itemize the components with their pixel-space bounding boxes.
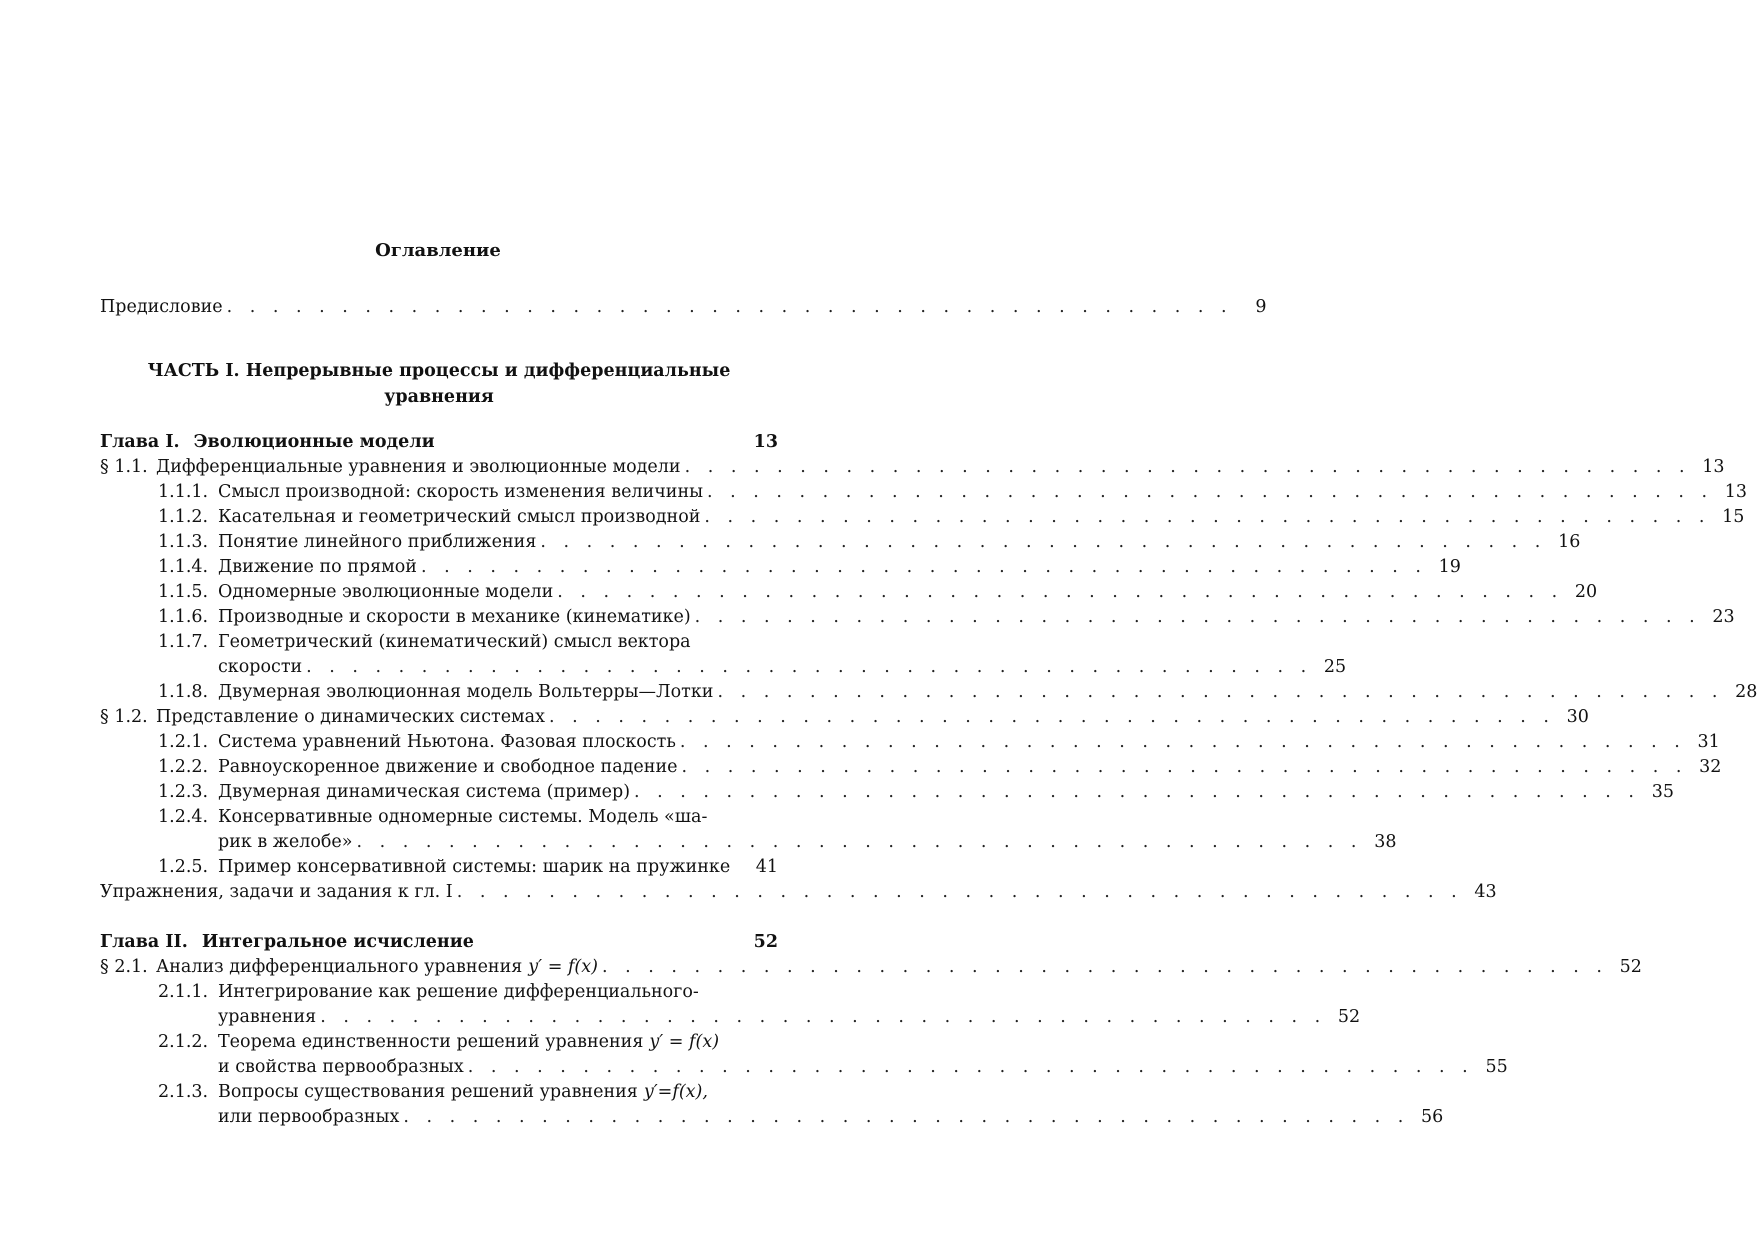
toc-section[interactable] (100, 705, 1589, 730)
part-heading (100, 358, 778, 410)
dot-leader: . . . . . . . . . . . . . . . . . . . . . . . . . . . . . . . . . . . . . . . . . . . . (707, 482, 1714, 502)
dot-leader: . . . . . . . . . . . . . . . . . . . . . . . . . . . . . . . . . . . . . . . . . . . . (681, 757, 1688, 777)
formula: y′ = f(x) (528, 957, 598, 977)
entry-title: Представление о динамических системах (156, 707, 545, 727)
entry-title: Упражнения, задачи и задания к гл. I (100, 882, 453, 902)
dot-leader: . . . . . . . . . . . . . . . . . . . . . . . . . . . . . . . . . . . . . . . . . . . . (684, 457, 1691, 477)
entry-title-continued: рик в желобе» (218, 832, 353, 852)
chapter-title: Интегральное исчисление (201, 932, 474, 952)
entry-title-continued: и свойства первообразных (218, 1057, 464, 1077)
toc-subsection[interactable] (100, 1030, 778, 1055)
subsection-number: 1.1.6. (158, 607, 209, 627)
toc-subsection[interactable] (100, 980, 778, 1005)
entry-title: Смысл производной: скорость изменения величины (218, 482, 704, 502)
subsection-number: 1.1.2. (158, 507, 209, 527)
section-number: § 1.2. (100, 707, 148, 727)
entry-title: Двумерная эволюционная модель Вольтерры—Лотки (218, 682, 714, 702)
toc-subsection[interactable] (100, 805, 778, 830)
page-number: 20 (1574, 582, 1598, 602)
toc-subsection[interactable] (100, 680, 1757, 705)
page-number: 13 (1702, 457, 1725, 477)
part-heading-line1: ЧАСТЬ I. Непрерывные процессы и дифференциальные (147, 361, 731, 381)
toc-subsection[interactable] (100, 780, 1674, 805)
dot-leader: . . . . . . . . . . . . . . . . . . . . . . . . . . . . . . . . . . . . . . . . . . . . (717, 682, 1724, 702)
toc-subsection[interactable] (100, 505, 1745, 530)
toc-chapter-1 (100, 430, 1757, 905)
page-number: 15 (1722, 507, 1745, 527)
entry-title: Консервативные одномерные системы. Модель «ша- (218, 807, 708, 827)
page-number: 32 (1699, 757, 1722, 777)
chapter-label: Глава I. (100, 432, 180, 452)
toc-section[interactable] (100, 955, 1642, 980)
toc-subsection[interactable] (100, 630, 778, 655)
subsection-number: 1.2.5. (158, 857, 209, 877)
entry-title: Система уравнений Ньютона. Фазовая плоскость (218, 732, 676, 752)
page-number: 52 (753, 932, 778, 952)
dot-leader: . . . . . . . . . . . . . . . . . . . . . . . . . . . . . . . . . . . . . . . . . . . . (226, 297, 1233, 317)
entry-title: Двумерная динамическая система (пример) (218, 782, 631, 802)
entry-title: Пример консервативной системы: шарик на пружинке (218, 857, 731, 877)
entry-title: Теорема единственности решений уравнения (218, 1032, 644, 1052)
entry-title: Производные и скорости в механике (кинематике) (218, 607, 691, 627)
toc-preface (100, 295, 1267, 320)
page-number: 25 (1323, 657, 1347, 677)
page-number: 43 (1474, 882, 1497, 902)
page-number: 41 (755, 857, 778, 877)
entry-title: Касательная и геометрический смысл производной (218, 507, 701, 527)
page-number: 35 (1651, 782, 1674, 802)
dot-leader: . . . . . . . . . . . . . . . . . . . . . . . . . . . . . . . . . . . . . . . . . . . . (679, 732, 1686, 752)
chapter-heading[interactable] (100, 930, 778, 955)
dot-leader: . . . . . . . . . . . . . . . . . . . . . . . . . . . . . . . . . . . . . . . . . . . . (467, 1057, 1474, 1077)
entry-title: Вопросы существования решений уравнения (218, 1082, 638, 1102)
subsection-number: 2.1.2. (158, 1032, 209, 1052)
page-number: 30 (1566, 707, 1589, 727)
subsection-number: 1.1.8. (158, 682, 209, 702)
dot-leader: . . . . . . . . . . . . . . . . . . . . . . . . . . . . . . . . . . . . . . . . . . . . (704, 507, 1711, 527)
dot-leader: . . . . . . . . . . . . . . . . . . . . . . . . . . . . . . . . . . . . . . . . . . . . (403, 1107, 1410, 1127)
entry-title: Движение по прямой (218, 557, 417, 577)
chapter-heading[interactable] (100, 430, 778, 455)
page-title: Оглавление (375, 240, 501, 261)
toc-subsection-continuation[interactable] (100, 830, 1397, 855)
entry-title: Предисловие (100, 297, 223, 317)
dot-leader: . . . . . . . . . . . . . . . . . . . . . . . . . . . . . . . . . . . . . . . . . . . . (356, 832, 1363, 852)
subsection-number: 1.1.3. (158, 532, 209, 552)
chapter-label: Глава II. (100, 932, 188, 952)
entry-title: Анализ дифференциального уравнения (156, 957, 523, 977)
subsection-number: 1.2.3. (158, 782, 209, 802)
page-number: 31 (1697, 732, 1720, 752)
dot-leader: . . . . . . . . . . . . . . . . . . . . . . . . . . . . . . . . . . . . . . . . . . . . (694, 607, 1701, 627)
subsection-number: 1.1.1. (158, 482, 209, 502)
toc-subsection-continuation[interactable] (100, 1055, 1508, 1080)
subsection-number: 1.1.7. (158, 632, 209, 652)
page-number: 13 (753, 432, 778, 452)
page-number: 52 (1337, 1007, 1361, 1027)
toc-entry[interactable] (100, 295, 1267, 320)
toc-subsection[interactable] (100, 730, 1720, 755)
entry-title-continued: скорости (218, 657, 303, 677)
subsection-number: 1.2.1. (158, 732, 209, 752)
dot-leader: . . . . . . . . . . . . . . . . . . . . . . . . . . . . . . . . . . . . . . . . . . . . (557, 582, 1564, 602)
subsection-number: 1.1.4. (158, 557, 209, 577)
entry-title: Геометрический (кинематический) смысл вектора (218, 632, 691, 652)
subsection-number: 1.2.4. (158, 807, 209, 827)
dot-leader: . . . . . . . . . . . . . . . . . . . . . . . . . . . . . . . . . . . . . . . . . . . . (548, 707, 1555, 727)
toc-subsection[interactable] (100, 1080, 778, 1105)
toc-subsection-continuation[interactable] (100, 655, 1347, 680)
page-number: 38 (1374, 832, 1397, 852)
page-number: 52 (1619, 957, 1642, 977)
subsection-number: 1.1.5. (158, 582, 209, 602)
entry-title: Понятие линейного приближения (218, 532, 537, 552)
section-number: § 2.1. (100, 957, 148, 977)
toc-chapter-2 (100, 930, 1642, 1130)
subsection-number: 1.2.2. (158, 757, 209, 777)
subsection-number: 2.1.1. (158, 982, 209, 1002)
dot-leader: . . . . . . . . . . . . . . . . . . . . . . . . . . . . . . . . . . . . . . . . . . . . (306, 657, 1313, 677)
toc-subsection[interactable] (100, 605, 1735, 630)
entry-title: Равноускоренное движение и свободное падение (218, 757, 678, 777)
chapter-title: Эволюционные модели (193, 432, 435, 452)
entry-title-continued: или первообразных (218, 1107, 400, 1127)
page-number: 28 (1735, 682, 1757, 702)
toc-exercises[interactable] (100, 880, 1497, 905)
entry-title: Одномерные эволюционные модели (218, 582, 554, 602)
toc-subsection-continuation[interactable] (100, 1005, 1361, 1030)
dot-leader: . . . . . . . . . . . . . . . . . . . . . . . . . . . . . . . . . . . . . . . . . . . . (420, 557, 1427, 577)
toc-subsection[interactable] (100, 755, 1722, 780)
page-number: 9 (1255, 297, 1267, 317)
part-heading-line2: уравнения (384, 387, 494, 407)
section-number: § 1.1. (100, 457, 148, 477)
toc-subsection[interactable] (100, 580, 1598, 605)
dot-leader: . . . . . . . . . . . . . . . . . . . . . . . . . . . . . . . . . . . . . . . . . . . . (540, 532, 1547, 552)
formula: y′=f(x), (643, 1082, 708, 1102)
entry-title-continued: уравнения (218, 1007, 317, 1027)
page-number: 55 (1485, 1057, 1508, 1077)
page-number: 13 (1724, 482, 1748, 502)
dot-leader: . . . . . . . . . . . . . . . . . . . . . . . . . . . . . . . . . . . . . . . . . . . . (456, 882, 1463, 902)
entry-title: Интегрирование как решение дифференциального- (218, 982, 699, 1002)
toc-subsection-continuation[interactable] (100, 1105, 1444, 1130)
toc-subsection[interactable] (100, 530, 1581, 555)
page-number: 16 (1558, 532, 1581, 552)
formula: y′ = f(x) (649, 1032, 720, 1052)
toc-subsection[interactable] (100, 855, 778, 880)
page-number: 56 (1421, 1107, 1444, 1127)
page-number: 19 (1438, 557, 1461, 577)
entry-title: Дифференциальные уравнения и эволюционные модели (156, 457, 681, 477)
dot-leader: . . . . . . . . . . . . . . . . . . . . . . . . . . . . . . . . . . . . . . . . . . . . (601, 957, 1608, 977)
toc-subsection[interactable] (100, 480, 1748, 505)
toc-subsection[interactable] (100, 555, 1461, 580)
page-number: 23 (1712, 607, 1735, 627)
toc-section[interactable] (100, 455, 1725, 480)
dot-leader: . . . . . . . . . . . . . . . . . . . . . . . . . . . . . . . . . . . . . . . . . . . . (320, 1007, 1327, 1027)
subsection-number: 2.1.3. (158, 1082, 209, 1102)
dot-leader: . . . . . . . . . . . . . . . . . . . . . . . . . . . . . . . . . . . . . . . . . . . . (634, 782, 1640, 802)
